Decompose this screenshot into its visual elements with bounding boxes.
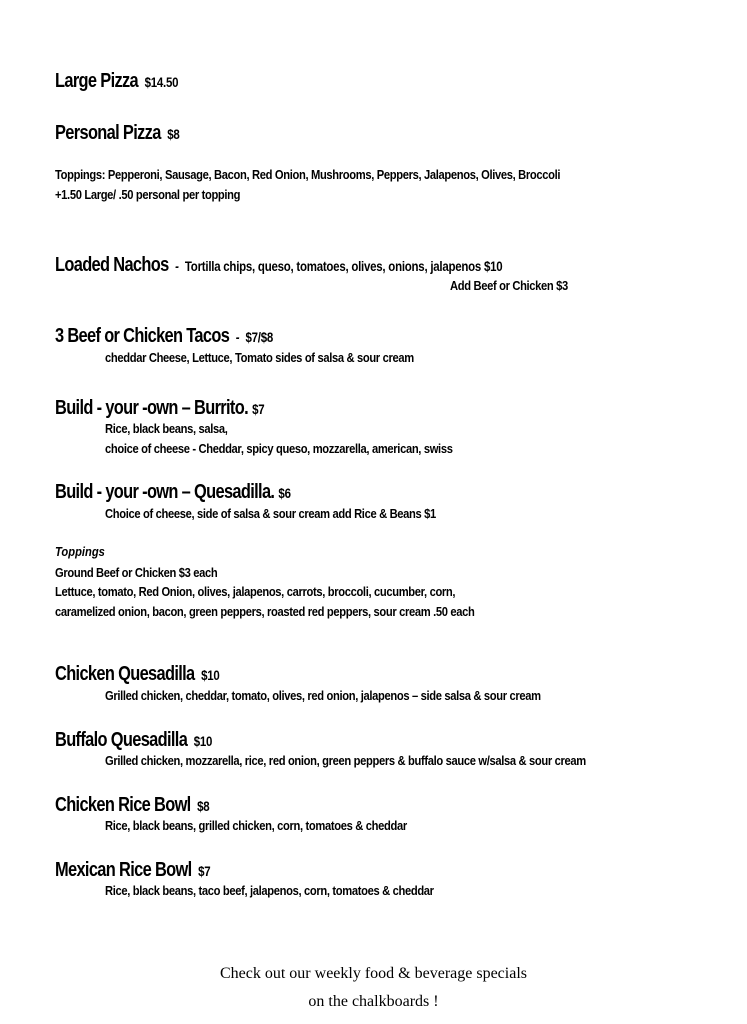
quesadilla-name: Build - your -own – Quesadilla.: [55, 481, 275, 503]
pizza-toppings-price: +1.50 Large/ .50 personal per topping: [55, 187, 241, 202]
chicken-rice-bowl-price: $8: [197, 798, 210, 814]
chicken-quesadilla-name: Chicken Quesadilla: [55, 663, 195, 685]
personal-pizza-title: [55, 123, 180, 143]
quesadilla-price: $6: [278, 485, 291, 501]
footer-line1: Check out our weekly food & beverage specials: [219, 965, 527, 982]
nachos-addon: Add Beef or Chicken $3: [450, 278, 568, 293]
tacos-description: cheddar Cheese, Lettuce, Tomato sides of salsa & sour cream: [105, 350, 414, 365]
quesadilla-description: Choice of cheese, side of salsa & sour cream add Rice & Beans $1: [105, 506, 436, 521]
chicken-quesadilla-description: Grilled chicken, cheddar, tomato, olives, red onion, jalapenos – side salsa & sour cream: [105, 688, 541, 703]
nachos-name: Loaded Nachos: [55, 254, 169, 276]
tacos-dash: -: [235, 329, 239, 345]
chicken-quesadilla-title: [55, 664, 219, 684]
burrito-title: [55, 398, 264, 418]
toppings-line1: Ground Beef or Chicken $3 each: [55, 565, 218, 580]
mexican-rice-bowl-description: Rice, black beans, taco beef, jalapenos, corn, tomatoes & cheddar: [105, 883, 434, 898]
buffalo-quesadilla-title: [55, 730, 212, 750]
chicken-rice-bowl-description: Rice, black beans, grilled chicken, corn, tomatoes & cheddar: [105, 818, 407, 833]
burrito-price: $7: [252, 401, 265, 417]
burrito-desc-line1: Rice, black beans, salsa,: [105, 421, 228, 436]
mexican-rice-bowl-price: $7: [198, 863, 211, 879]
chicken-quesadilla-price: $10: [201, 667, 220, 683]
mexican-rice-bowl-name: Mexican Rice Bowl: [55, 859, 192, 881]
large-pizza-name: Large Pizza: [55, 70, 139, 92]
mexican-rice-bowl-title: [55, 860, 210, 880]
personal-pizza-name: Personal Pizza: [55, 122, 161, 144]
toppings-line3: caramelized onion, bacon, green peppers, roasted red peppers, sour cream .50 each: [55, 604, 475, 619]
nachos-title: [55, 255, 502, 275]
chicken-rice-bowl-title: [55, 795, 209, 815]
nachos-dash: -: [175, 258, 179, 274]
large-pizza-title: [55, 71, 178, 91]
burrito-desc-line2: choice of cheese - Cheddar, spicy queso, mozzarella, american, swiss: [105, 441, 453, 456]
footer-line2: on the chalkboards !: [308, 993, 439, 1010]
chicken-rice-bowl-name: Chicken Rice Bowl: [55, 794, 191, 816]
tacos-price: $7/$8: [245, 329, 273, 345]
pizza-toppings-list: Toppings: Pepperoni, Sausage, Bacon, Red Onion, Mushrooms, Peppers, Jalapenos, Olives, Broccoli: [55, 167, 561, 182]
nachos-description: Tortilla chips, queso, tomatoes, olives, onions, jalapenos $10: [184, 258, 503, 274]
burrito-name: Build - your -own – Burrito.: [55, 397, 249, 419]
tacos-name: 3 Beef or Chicken Tacos: [55, 325, 230, 347]
personal-pizza-price: $8: [167, 126, 180, 142]
buffalo-quesadilla-name: Buffalo Quesadilla: [55, 729, 188, 751]
toppings-heading: Toppings: [55, 544, 105, 559]
buffalo-quesadilla-price: $10: [193, 733, 213, 749]
tacos-title: [55, 326, 273, 346]
quesadilla-title: [55, 482, 291, 502]
large-pizza-price: $14.50: [144, 74, 179, 90]
buffalo-quesadilla-description: Grilled chicken, mozzarella, rice, red onion, green peppers & buffalo sauce w/salsa & sour cream: [105, 753, 586, 768]
toppings-line2: Lettuce, tomato, Red Onion, olives, jalapenos, carrots, broccoli, cucumber, corn,: [55, 584, 456, 599]
